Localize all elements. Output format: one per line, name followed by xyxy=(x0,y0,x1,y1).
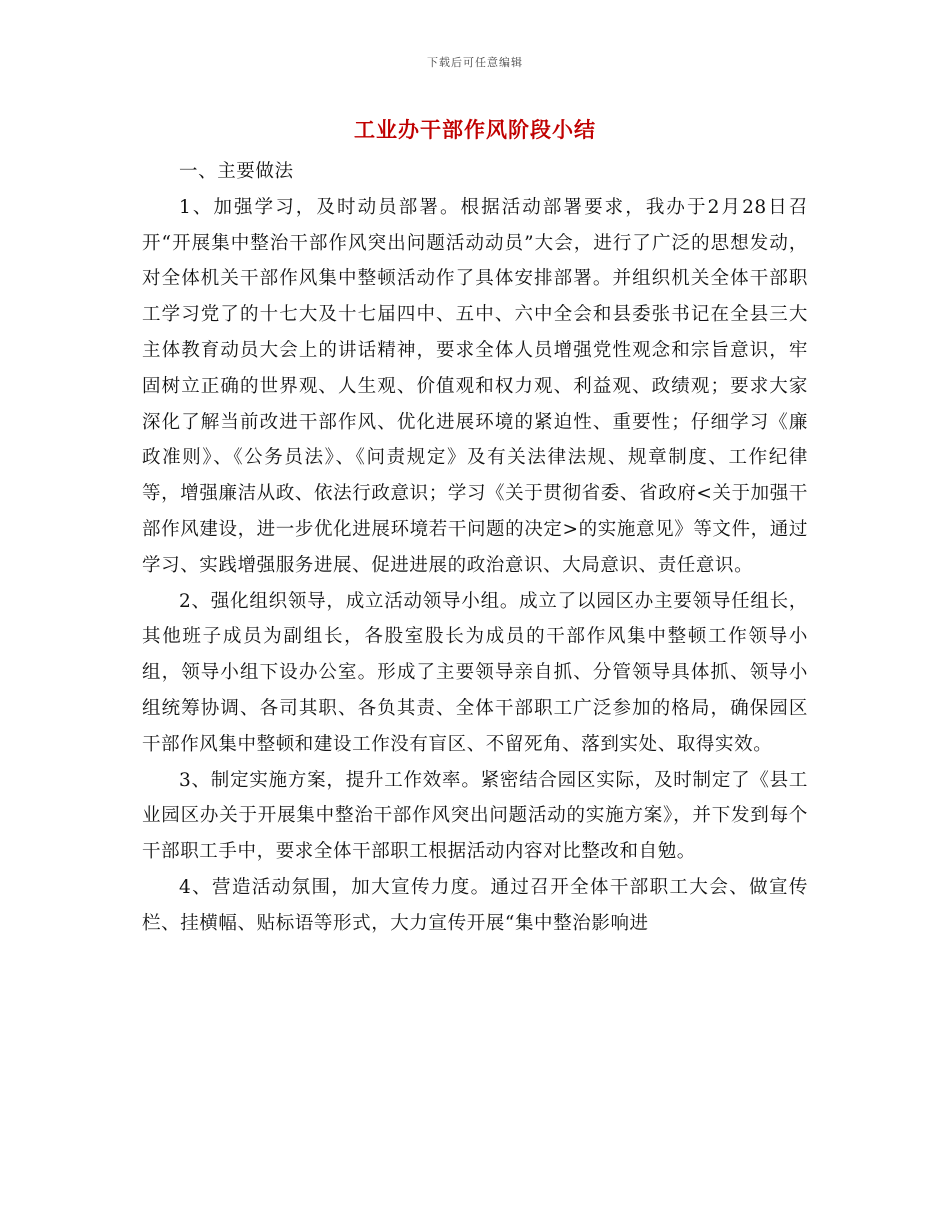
document-title: 工业办干部作风阶段小结 xyxy=(354,117,596,142)
paragraph-2: 2、强化组织领导，成立活动领导小组。成立了以园区办主要领导任组长，其他班子成员为副组长，各股室股长为成员的干部作风集中整顿工作领导小组，领导小组下设办公室。形成了主要领导亲自抓、分管领导具体抓、领导小组统筹协调、各司其职、各负其责、全体干部职工广泛参加的格局，确保园区干部作风集中整顿和建设工作没有盲区、不留死角、落到实处、取得实效。 xyxy=(142,590,808,755)
paragraph-3: 3、制定实施方案，提升工作效率。紧密结合园区实际，及时制定了《县工业园区办关于开展集中整治干部作风突出问题活动的实施方案》，并下发到每个干部职工手中，要求全体干部职工根据活动内容对比整改和自勉。 xyxy=(142,769,808,863)
section-heading: 一、主要做法 xyxy=(179,161,294,182)
page-header-note: 下载后可任意编辑 xyxy=(427,56,523,69)
document-body xyxy=(142,154,808,942)
paragraph-1: 1、加强学习，及时动员部署。根据活动部署要求，我办于2月28日召开“开展集中整治干部作风突出问题活动动员”大会，进行了广泛的思想发动，对全体机关干部作风集中整顿活动作了具体安排部署。并组织机关全体干部职工学习党了的十七大及十七届四中、五中、六中全会和县委张书记在全县三大主体教育动员大会上的讲话精神，要求全体人员增强党性观念和宗旨意识，牢固树立正确的世界观、人生观、价值观和权力观、利益观、政绩观；要求大家深化了解当前改进干部作风、优化进展环境的紧迫性、重要性；仔细学习《廉政准则》、《公务员法》、《问责规定》及有关法律法规、规章制度、工作纪律等，增强廉洁从政、依法行政意识；学习《关于贯彻省委、省政府<关于加强干部作风建设，进一步优化进展环境若干问题的决定>的实施意见》等文件，通过学习、实践增强服务进展、促进进展的政治意识、大局意识、责任意识。 xyxy=(142,196,808,576)
paragraph-4: 4、营造活动氛围，加大宣传力度。通过召开全体干部职工大会、做宣传栏、挂横幅、贴标语等形式，大力宣传开展“集中整治影响进 xyxy=(142,876,808,934)
